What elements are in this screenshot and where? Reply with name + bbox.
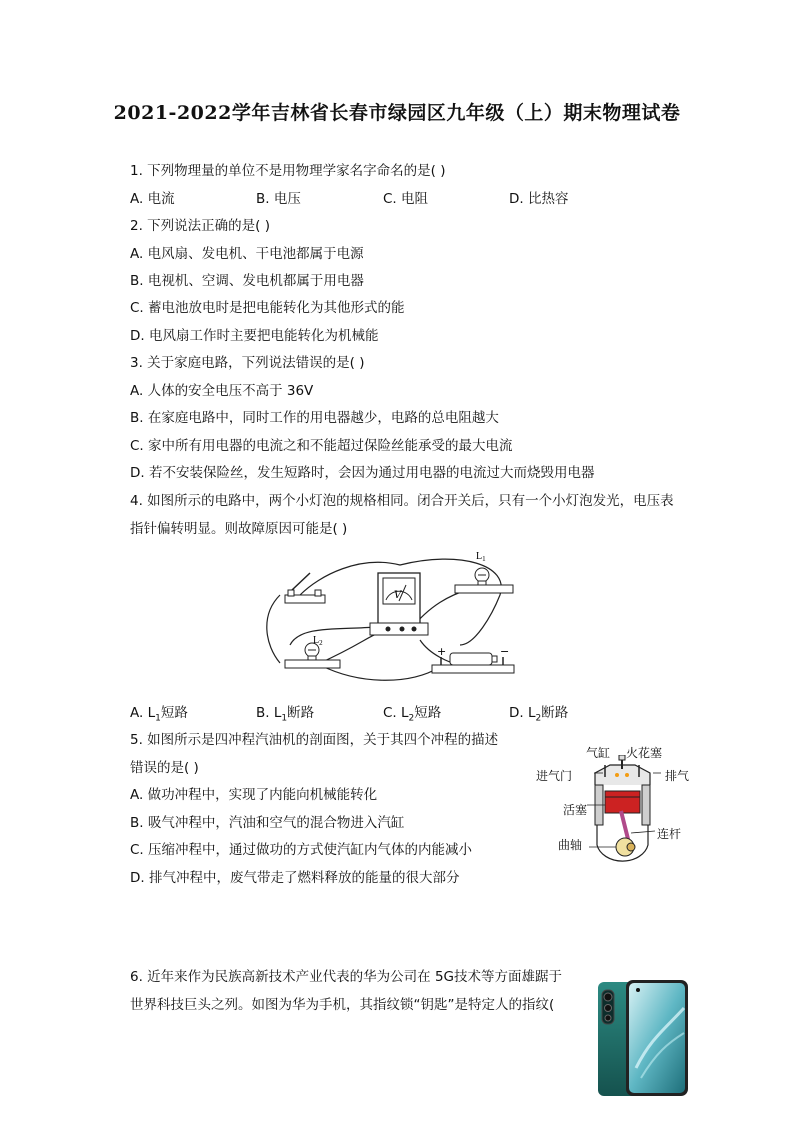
q5-option-b: B. 吸气冲程中，汽油和空气的混合物进入汽缸	[130, 815, 405, 831]
q4-circuit-figure	[260, 545, 530, 685]
piston-shape	[605, 791, 640, 813]
battery-plus-label: +	[437, 645, 447, 658]
q6-stem-line2: 世界科技巨头之列。如图为华为手机，其指纹锁“钥匙”是特定人的指纹(	[130, 997, 555, 1013]
q1-option-d: D. 比热容	[509, 191, 569, 207]
q3-option-a: A. 人体的安全电压不高于 36V	[130, 383, 314, 399]
q3-stem: 3. 关于家庭电路，下列说法错误的是( )	[130, 355, 365, 371]
q1-option-c: C. 电阻	[383, 191, 429, 207]
q5-stem-line1: 5. 如图所示是四冲程汽油机的剖面图，关于其四个冲程的描述	[130, 732, 499, 748]
q2-option-d: D. 电风扇工作时主要把电能转化为机械能	[130, 328, 379, 344]
voltmeter-label: V	[394, 590, 402, 601]
q2-option-a: A. 电风扇、发电机、干电池都属于电源	[130, 246, 364, 262]
q4-option-b: B. $L_1$断路	[256, 705, 315, 724]
label-cylinder: 气缸	[586, 746, 611, 760]
label-intake-valve: 进气门	[536, 769, 573, 783]
q4-option-c: C. $L_2$短路	[383, 705, 442, 724]
q5-stem-line2: 错误的是( )	[130, 760, 199, 776]
q1-option-b: B. 电压	[256, 191, 301, 207]
label-connecting-rod: 连杆	[657, 827, 682, 841]
q3-option-c: C. 家中所有用电器的电流之和不能超过保险丝能承受的最大电流	[130, 438, 513, 454]
page-title: 2021-2022学年吉林省长春市绿园区九年级（上）期末物理试卷	[113, 102, 681, 124]
q4-option-d: D. $L_2$断路	[509, 705, 569, 724]
q2-option-c: C. 蓄电池放电时是把电能转化为其他形式的能	[130, 300, 405, 316]
q3-option-d: D. 若不安装保险丝，发生短路时，会因为通过用电器的电流过大而烧毁用电器	[130, 465, 595, 481]
q2-stem: 2. 下列说法正确的是( )	[130, 218, 270, 234]
l2-label: $L_2$	[313, 635, 323, 647]
q4-stem-line1: 4. 如图所示的电路中，两个小灯泡的规格相同。闭合开关后，只有一个小灯泡发光，电压表	[130, 493, 674, 509]
q5-option-c: C. 压缩冲程中，通过做功的方式使汽缸内气体的内能减小	[130, 842, 473, 858]
l1-label: $L_1$	[476, 551, 486, 563]
q4-option-a: A. $L_1$短路	[130, 705, 188, 724]
q4-stem-line2: 指针偏转明显。则故障原因可能是( )	[130, 521, 348, 537]
q6-stem-line1: 6. 近年来作为民族高新技术产业代表的华为公司在 5G技术等方面雄踞于	[130, 969, 563, 985]
battery-minus-label: −	[500, 645, 510, 658]
q5-option-d: D. 排气冲程中，废气带走了燃料释放的能量的很大部分	[130, 870, 460, 886]
q5-engine-figure	[575, 755, 670, 870]
label-piston: 活塞	[563, 803, 588, 817]
q1-option-a: A. 电流	[130, 191, 175, 207]
q5-option-a: A. 做功冲程中，实现了内能向机械能转化	[130, 787, 378, 803]
q3-option-b: B. 在家庭电路中，同时工作的用电器越少，电路的总电阻越大	[130, 410, 499, 426]
phone-figure	[596, 978, 692, 1098]
label-spark-plug: 火花塞	[626, 746, 663, 760]
label-exhaust: 排气	[665, 769, 690, 783]
label-crankshaft: 曲轴	[558, 838, 583, 852]
q2-option-b: B. 电视机、空调、发电机都属于用电器	[130, 273, 364, 289]
q1-stem: 1. 下列物理量的单位不是用物理学家名字命名的是( )	[130, 163, 446, 179]
